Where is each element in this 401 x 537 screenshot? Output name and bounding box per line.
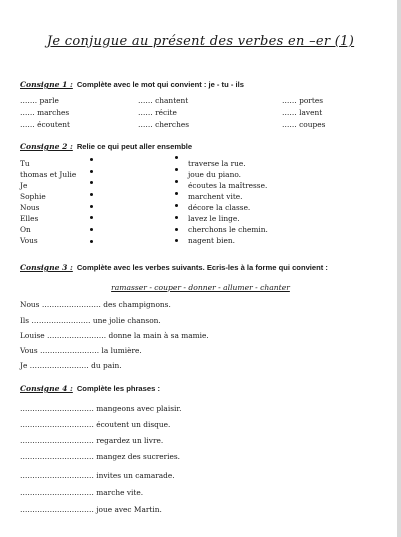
left-dot[interactable] <box>90 181 93 184</box>
page-title: Je conjugue au présent des verbes en –er (1) <box>46 34 355 49</box>
right-dot[interactable] <box>175 168 178 171</box>
subject-item: Elles <box>20 214 39 223</box>
right-dot[interactable] <box>175 156 178 159</box>
subject-item: Je <box>20 181 28 190</box>
right-dot[interactable] <box>175 239 178 242</box>
fill-sentence[interactable]: Nous …………………… des champignons. <box>20 300 171 309</box>
consigne-4-label: Consigne 4 : <box>20 384 73 393</box>
predicate-item: joue du piano. <box>188 170 241 179</box>
left-dot[interactable] <box>90 205 93 208</box>
predicate-item: marchent vite. <box>188 192 243 201</box>
right-dot[interactable] <box>175 204 178 207</box>
c1-cell: …… récite <box>138 108 177 117</box>
fill-sentence[interactable]: ………………………… écoutent un disque. <box>20 420 171 429</box>
consigne-1-label: Consigne 1 : <box>20 80 73 89</box>
consigne-3-label: Consigne 3 : <box>20 263 73 272</box>
c1-cell: …… portes <box>282 96 323 105</box>
fill-sentence[interactable]: Ils …………………… une jolie chanson. <box>20 316 161 325</box>
c1-cell: ……. parle <box>20 96 59 105</box>
subject-item: Sophie <box>20 192 46 201</box>
left-dot[interactable] <box>90 158 93 161</box>
fill-sentence[interactable]: ………………………… invites un camarade. <box>20 471 175 480</box>
fill-sentence[interactable]: Je …………………… du pain. <box>20 361 122 370</box>
fill-sentence[interactable]: ………………………… mangeons avec plaisir. <box>20 404 182 413</box>
predicate-item: lavez le linge. <box>188 214 240 223</box>
predicate-item: écoutes la maîtresse. <box>188 181 268 190</box>
c1-cell: …… écoutent <box>20 120 70 129</box>
fill-sentence[interactable]: ………………………… mangez des sucreries. <box>20 452 181 461</box>
predicate-item: cherchons le chemin. <box>188 225 268 234</box>
predicate-item: décore la classe. <box>188 203 251 212</box>
consigne-1-text: Complète avec le mot qui convient : je - tu - ils <box>76 80 244 89</box>
subject-item: Tu <box>20 159 30 168</box>
left-dot[interactable] <box>90 170 93 173</box>
consigne-4-heading <box>20 384 160 393</box>
fill-sentence[interactable]: ………………………… regardez un livre. <box>20 436 164 445</box>
fill-sentence[interactable]: Vous …………………… la lumière. <box>20 346 142 355</box>
c1-cell: …… lavent <box>282 108 323 117</box>
right-dot[interactable] <box>175 228 178 231</box>
c1-cell: …… cherches <box>138 120 190 129</box>
consigne-4-text: Complète les phrases : <box>76 384 160 393</box>
consigne-3-text: Complète avec les verbes suivants. Ecris-les à la forme qui convient : <box>76 263 328 272</box>
fill-sentence[interactable]: ………………………… joue avec Martin. <box>20 505 162 514</box>
left-dot[interactable] <box>90 193 93 196</box>
consigne-2-text: Relie ce qui peut aller ensemble <box>76 142 193 151</box>
predicate-item: nagent bien. <box>188 236 235 245</box>
left-dot[interactable] <box>90 228 93 231</box>
left-dot[interactable] <box>90 216 93 219</box>
right-dot[interactable] <box>175 216 178 219</box>
subject-item: Nous <box>20 203 40 212</box>
c1-cell: …… chantent <box>138 96 189 105</box>
subject-item: thomas et Julie <box>20 170 77 179</box>
right-dot[interactable] <box>175 180 178 183</box>
fill-sentence[interactable]: ………………………… marche vite. <box>20 488 144 497</box>
subject-item: On <box>20 225 31 234</box>
verb-list: ramasser - couper - donner - allumer - chanter <box>111 283 290 292</box>
consigne-2-heading <box>20 142 192 151</box>
right-dot[interactable] <box>175 192 178 195</box>
c1-cell: …… coupes <box>282 120 326 129</box>
consigne-2-label: Consigne 2 : <box>20 142 73 151</box>
c1-cell: …… marches <box>20 108 70 117</box>
left-dot[interactable] <box>90 240 93 243</box>
fill-sentence[interactable]: Louise …………………… donne la main à sa mamie. <box>20 331 209 340</box>
consigne-3-heading <box>20 263 328 272</box>
consigne-1-heading <box>20 80 244 89</box>
subject-item: Vous <box>20 236 38 245</box>
predicate-item: traverse la rue. <box>188 159 246 168</box>
